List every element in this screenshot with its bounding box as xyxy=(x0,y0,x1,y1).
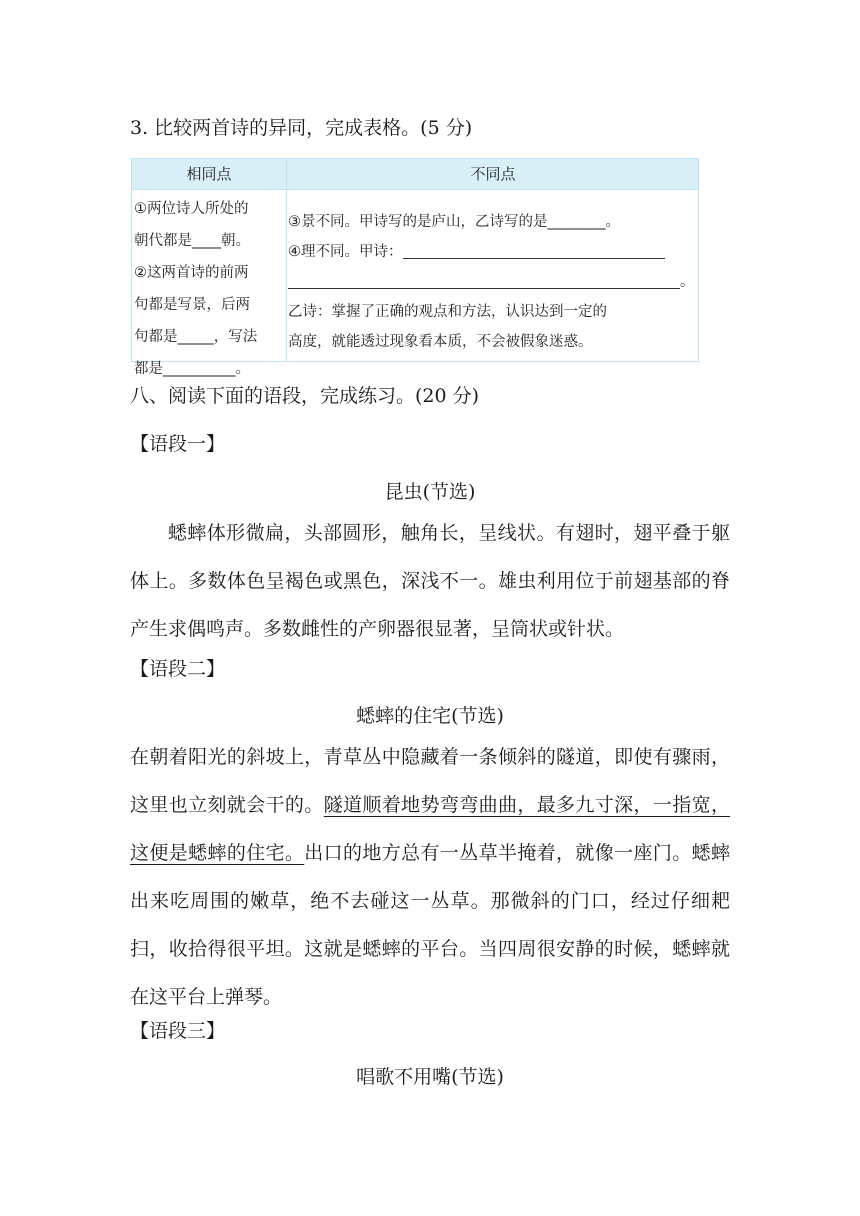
similarity-line: 朝代都是____朝。 xyxy=(134,233,250,249)
table-header xyxy=(132,159,698,190)
passage-2-title: 蟋蟀的住宅(节选) xyxy=(356,705,504,727)
passage-1-title: 昆虫(节选) xyxy=(384,481,476,503)
passage-2-text-start: 在朝着阳光的斜坡上，青草丛中隐藏着一条倾斜的隧道，即使有骤雨，这里也立刻就会干的。 xyxy=(130,746,730,816)
column-divider xyxy=(286,159,287,361)
sentence-end: 。 xyxy=(680,274,695,290)
underlined-sentence: 隧道顺着地势弯弯曲曲，最多九寸深，一指宽，这便是蟋蟀的住宅。 xyxy=(130,794,730,864)
poem-b-reason-continued: 高度，就能透过现象看本质，不会被假象迷惑。 xyxy=(288,334,593,350)
header-differences: 不同点 xyxy=(470,165,516,183)
passage-3-title: 唱歌不用嘴(节选) xyxy=(356,1066,504,1088)
passage-1-label: 【语段一】 xyxy=(130,433,226,455)
answer-blank xyxy=(403,240,665,259)
difference-reason-continued xyxy=(288,269,695,295)
passage-1-text: 蟋蟀体形微扁，头部圆形，触角长，呈线状。有翅时，翅平叠于躯体上。多数体色呈褐色或黑色，深浅不一。雄虫利用位于前翅基部的脊产生求偶鸣声。多数雌性的产卵器很显著，呈筒状或针状。 xyxy=(130,522,730,640)
similarity-line: ②这两首诗的前两 xyxy=(134,265,249,281)
answer-blank xyxy=(288,270,680,289)
similarity-line: 都是__________。 xyxy=(134,361,250,377)
header-similarities: 相同点 xyxy=(186,165,232,183)
passage-2-text xyxy=(130,733,730,1021)
passage-3-label: 【语段三】 xyxy=(130,1020,226,1042)
comparison-table xyxy=(131,158,699,377)
similarity-line: 句都是写景，后两 xyxy=(134,297,250,313)
passage-2-label: 【语段二】 xyxy=(130,658,226,680)
poem-b-reason: 乙诗：掌握了正确的观点和方法，认识达到一定的 xyxy=(288,304,607,320)
question-3-title: 3. 比较两首诗的异同，完成表格。(5 分) xyxy=(130,117,473,139)
difference-scene: ③景不同。甲诗写的是庐山，乙诗写的是________。 xyxy=(288,214,620,230)
passage-2-text-end: 出口的地方总有一丛草半掩着，就像一座门。蟋蟀出来吃周围的嫩草，绝不去碰这一丛草。那微斜的门口，经过仔细耙扫，收拾得很平坦。这就是蟋蟀的平台。当四周很安静的时候，蟋蟀就在这平台上弹琴。 xyxy=(130,842,730,1008)
similarity-line: ①两位诗人所处的 xyxy=(134,201,249,217)
difference-reason-label: ④理不同。甲诗： xyxy=(288,244,403,260)
similarities-cell xyxy=(134,193,286,385)
similarity-line: 句都是_____，写法 xyxy=(134,329,258,345)
difference-reason xyxy=(288,239,665,265)
section-8-heading: 八、阅读下面的语段，完成练习。(20 分) xyxy=(130,385,480,407)
